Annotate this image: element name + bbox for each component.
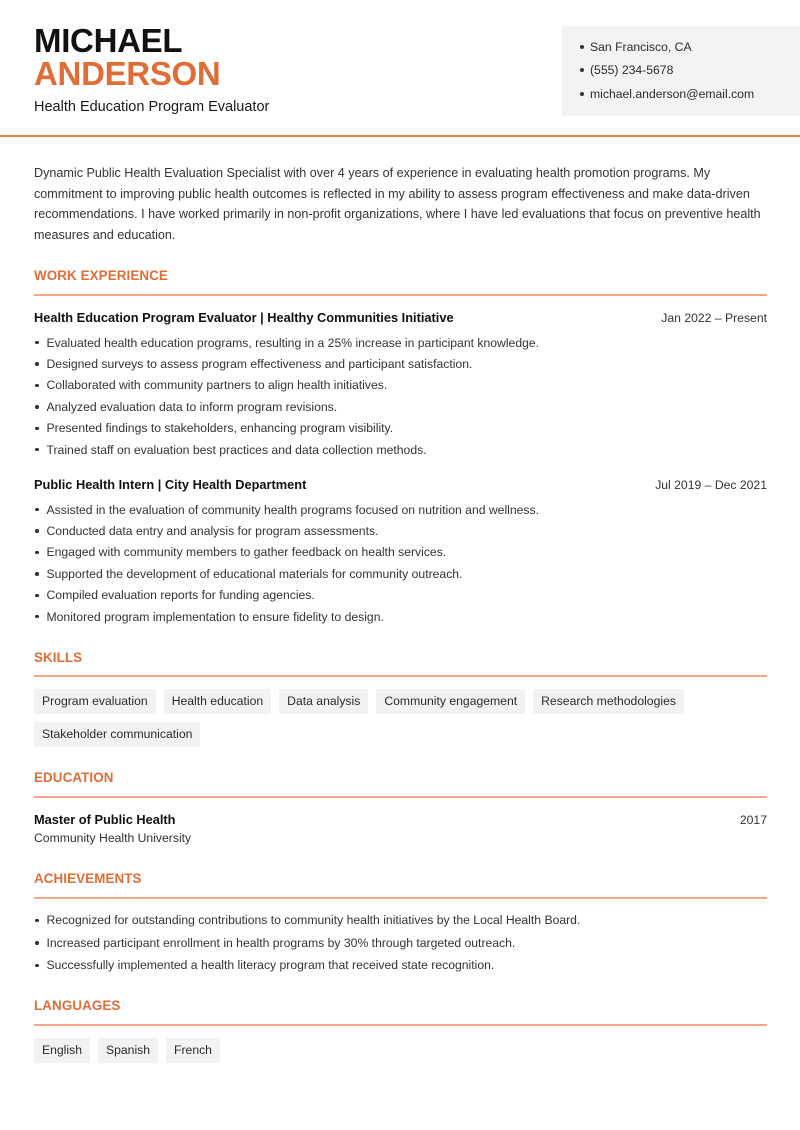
last-name: ANDERSON [34,55,221,92]
bullet-icon [35,448,39,452]
job-entry-header [34,477,767,492]
bullet-icon [35,405,39,409]
bullet-icon [35,508,39,512]
skill-tag: Health education [164,689,271,714]
bullet-icon [35,427,39,431]
language-tag: French [166,1038,220,1063]
bullet-icon [35,529,39,533]
bullet-icon [35,919,39,923]
bullet-icon [35,551,39,555]
contact-email-text[interactable]: michael.anderson@email.com [590,86,755,101]
language-tag: Spanish [98,1038,158,1063]
list-item: Assisted in the evaluation of community health programs focused on nutrition and wellness. [34,499,774,520]
section-title-work-experience: WORK EXPERIENCE [34,268,168,283]
list-item: Monitored program implementation to ensure fidelity to design. [34,606,774,627]
job-title: Health Education Program Evaluator [34,99,270,115]
education-entry-header [34,812,767,827]
section-divider [34,796,767,798]
languages-tags [34,1038,774,1063]
bullet-icon [580,68,584,72]
contact-location-text: San Francisco, CA [590,39,692,54]
bullet-icon [35,341,39,345]
list-item: Designed surveys to assess program effectiveness and participant satisfaction. [34,353,774,374]
list-item: Collaborated with community partners to align health initiatives. [34,375,774,396]
list-item: Supported the development of educational materials for community outreach. [34,563,774,584]
section-title-skills: SKILLS [34,650,83,665]
bullet-icon [35,594,39,598]
list-item: Recognized for outstanding contributions to community health initiatives by the Local Health Board. [34,909,774,932]
list-item: Successfully implemented a health literacy program that received state recognition. [34,954,774,977]
language-tag: English [34,1038,90,1063]
skill-tag: Data analysis [279,689,368,714]
contact-location [580,35,800,59]
bullet-icon [35,362,39,366]
job-role: Health Education Program Evaluator | Healthy Communities Initiative [34,310,454,325]
bullet-icon [580,45,584,49]
bullet-icon [35,964,39,968]
section-divider [34,1024,767,1026]
section-divider [34,675,767,677]
job-bullets [34,499,774,627]
contact-email[interactable] [580,82,800,106]
contact-phone [580,59,800,83]
list-item: Presented findings to stakeholders, enhancing program visibility. [34,418,774,439]
bullet-icon [35,941,39,945]
contact-box [562,26,800,116]
contact-phone-text: (555) 234-5678 [590,63,674,78]
list-item: Compiled evaluation reports for funding agencies. [34,585,774,606]
skill-tag: Stakeholder communication [34,722,200,747]
resume-header [0,0,800,137]
professional-summary: Dynamic Public Health Evaluation Specialist with over 4 years of experience in evaluating health promotion programs. My commitment to improving public health outcomes is reflected in my ability to assess program effectiveness and make data-driven recommendations. I have worked primarily in non-profit organizations, where I have led evaluations that focus on preventive health measures and education. [34,166,761,242]
list-item: Trained staff on evaluation best practices and data collection methods. [34,439,774,460]
bullet-icon [35,572,39,576]
bullet-icon [35,615,39,619]
achievements-list [34,909,774,977]
list-item: Evaluated health education programs, resulting in a 25% increase in participant knowledge. [34,332,774,353]
list-item: Increased participant enrollment in health programs by 30% through targeted outreach. [34,932,774,955]
section-title-languages: LANGUAGES [34,998,121,1013]
section-divider [34,294,767,296]
skill-tag: Research methodologies [533,689,684,714]
job-role: Public Health Intern | City Health Department [34,477,307,492]
bullet-icon [35,384,39,388]
education-school: Community Health University [34,831,192,845]
job-dates: Jan 2022 – Present [661,311,767,325]
education-degree: Master of Public Health [34,812,176,827]
skill-tag: Community engagement [376,689,525,714]
list-item: Engaged with community members to gather feedback on health services. [34,542,774,563]
section-divider [34,897,767,899]
bullet-icon [580,92,584,96]
first-name: MICHAEL [34,22,183,59]
section-title-achievements: ACHIEVEMENTS [34,871,142,886]
job-dates: Jul 2019 – Dec 2021 [655,478,767,492]
skills-tags [34,689,774,747]
job-entry-header [34,310,767,325]
job-bullets [34,332,774,460]
list-item: Analyzed evaluation data to inform program revisions. [34,396,774,417]
skill-tag: Program evaluation [34,689,156,714]
list-item: Conducted data entry and analysis for program assessments. [34,520,774,541]
education-year: 2017 [739,813,767,827]
section-title-education: EDUCATION [34,770,114,785]
